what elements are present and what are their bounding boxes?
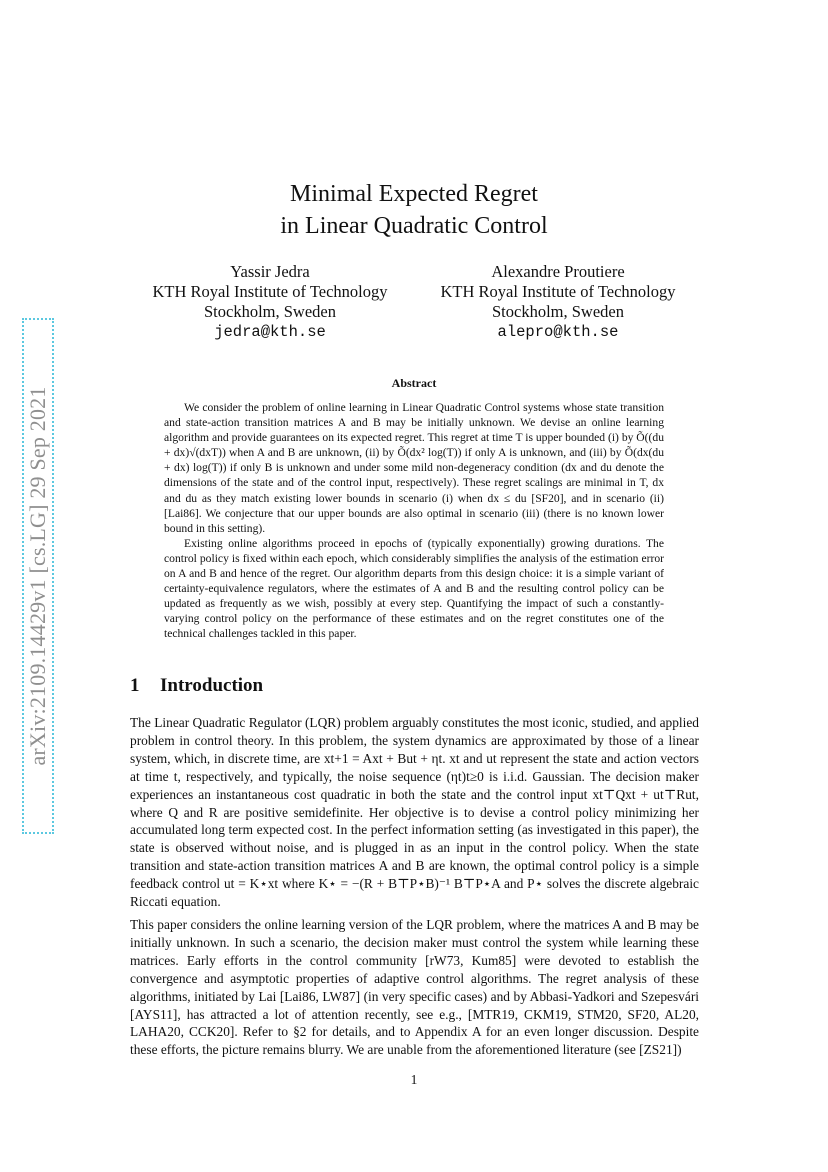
title-line-2: in Linear Quadratic Control [280, 213, 548, 239]
page-number: 1 [410, 1072, 418, 1087]
title-line-1: Minimal Expected Regret [290, 181, 538, 207]
section-number: 1 [130, 675, 140, 696]
author-affiliation: KTH Royal Institute of Technology [152, 282, 388, 301]
author-name: Alexandre Proutiere [491, 262, 625, 281]
section-title: Introduction [160, 675, 264, 696]
author-1 [130, 262, 410, 342]
author-2 [418, 262, 698, 342]
paper-title [130, 178, 698, 242]
introduction-body [130, 714, 699, 1064]
author-location: Stockholm, Sweden [204, 302, 336, 321]
arxiv-identifier-text: arXiv:2109.14429v1 [cs.LG] 29 Sep 2021 [25, 386, 50, 766]
author-email: alepro@kth.se [497, 323, 619, 341]
author-name: Yassir Jedra [230, 262, 310, 281]
intro-paragraph-1: The Linear Quadratic Regulator (LQR) problem arguably constitutes the most iconic, studied, and applied problem in control theory. In this problem, the system dynamics are approximated by those of a linear system, which, in discrete time, are xt+1 = Axt + But + ηt. xt and ut represent the state and action vectors at time t, respectively, and typically, the noise sequence (ηt)t≥0 is i.i.d. Gaussian. The decision maker experiences an instantaneous cost quadratic in both the state and the control input xt⊤Qxt + ut⊤Rut, where Q and R are positive semidefinite. Her objective is to devise a control policy minimizing her accumulated long term expected cost. In the perfect information setting (as investigated in this paper), the state is observed without noise, and is plugged in as an input in the control policy. When the state transition and state-action transition matrices A and B are known, the optimal control policy is a simple feedback control ut = K⋆xt where K⋆ = −(R + B⊤P⋆B)⁻¹ B⊤P⋆A and P⋆ solves the discrete algebraic Riccati equation. [130, 715, 699, 910]
section-heading-introduction [130, 675, 263, 697]
abstract-paragraph-2: Existing online algorithms proceed in epochs of (typically exponentially) growing durations. The control policy is fixed within each epoch, which considerably simplifies the analysis of the estimation error on A and B and hence of the regret. Our algorithm departs from this design choice: it is a simple variant of certainty-equivalence regulators, where the estimates of A and B and the resulting control policy can be updated as frequently as we wish, possibly at every step. Quantifying the impact of such a constantly-varying control policy on the performance of these estimates and on the regret constitutes one of the technical challenges tackled in this paper. [164, 536, 664, 641]
arxiv-identifier-stamp [22, 318, 54, 834]
abstract-heading: Abstract [391, 376, 437, 390]
intro-paragraph-2: This paper considers the online learning version of the LQR problem, where the matrices A and B may be initially unknown. In such a scenario, the decision maker must control the system while learning these matrices. Early efforts in the control community [rW73, Kum85] were devoted to establish the convergence and asymptotic properties of adaptive control algorithms. The regret analysis of these algorithms, initiated by Lai [Lai86, LW87] (in very specific cases) and by Abbasi-Yadkori and Szepesvári [AYS11], has attracted a lot of attention recently, see e.g., [MTR19, CKM19, STM20, SF20, AL20, LAHA20, CCK20]. Refer to §2 for details, and to Appendix A for an even longer discussion. Despite these efforts, the picture remains blurry. We are unable from the aforementioned literature (see [ZS21]) [130, 916, 699, 1058]
abstract-body [164, 400, 664, 642]
author-email: jedra@kth.se [214, 323, 326, 341]
author-affiliation: KTH Royal Institute of Technology [440, 282, 676, 301]
abstract-paragraph-1: We consider the problem of online learning in Linear Quadratic Control systems whose state transition and state-action transition matrices A and B may be initially unknown. We devise an online learning algorithm and provide guarantees on its expected regret. This regret at time T is upper bounded (i) by Õ((du + dx)√(dxT)) when A and B are unknown, (ii) by Õ(dx² log(T)) if only A is unknown, and (iii) by Õ(dx(du + dx) log(T)) if only B is unknown and under some mild non-degeneracy condition (dx and du denote the dimensions of the state and of the control input, respectively). These regret scalings are minimal in T, dx and du as they match existing lower bounds in scenario (i) when dx ≤ du [SF20], and in scenario (ii) [Lai86]. We conjecture that our upper bounds are also optimal in scenario (iii) (there is no known lower bound in this setting). [164, 401, 664, 535]
author-location: Stockholm, Sweden [492, 302, 624, 321]
